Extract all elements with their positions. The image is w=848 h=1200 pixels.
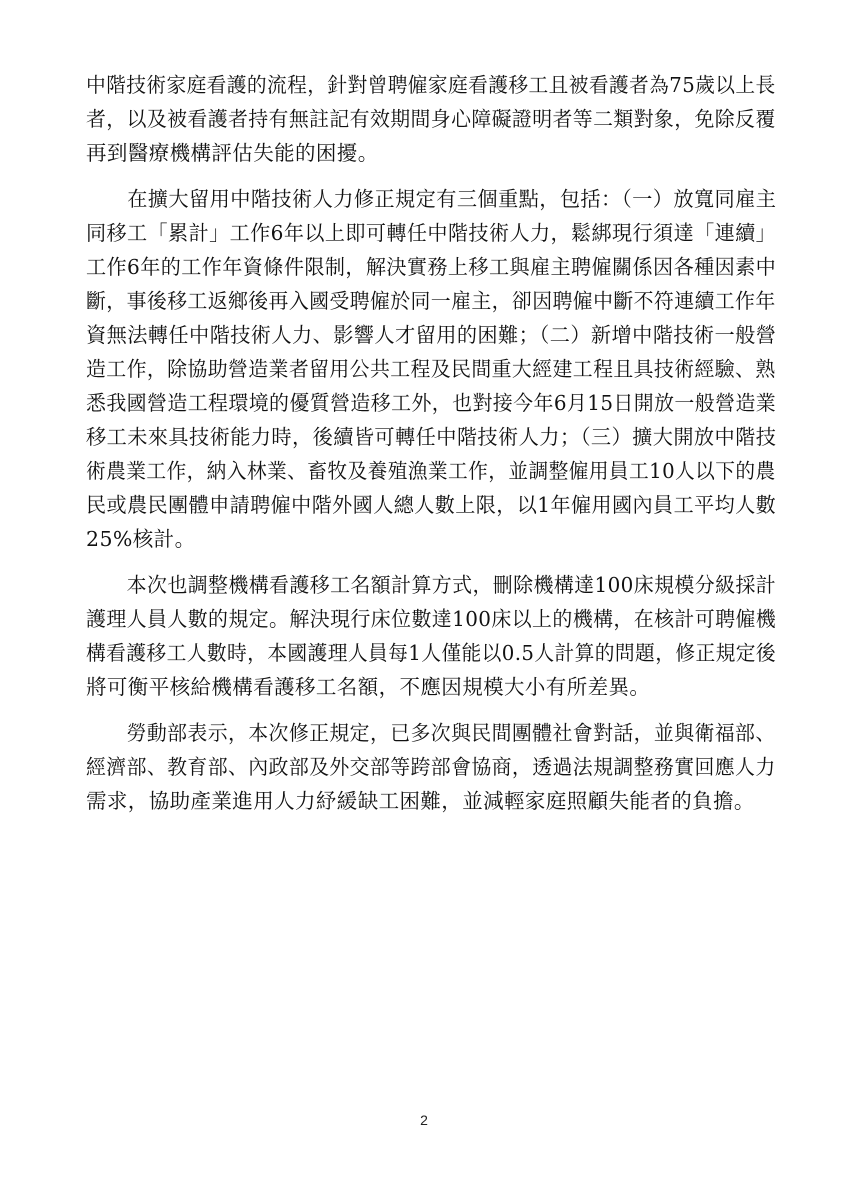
text-line: 中階技術家庭看護的流程，針對曾聘僱家庭看護移工且被看護者為75歲以上長 — [86, 73, 776, 97]
text-line: 造工作，除協助營造業者留用公共工程及民間重大經建工程且具技術經驗、熟 — [86, 357, 776, 381]
text-line: 同移工「累計」工作6年以上即可轉任中階技術人力，鬆綁現行須達「連續」 — [86, 221, 777, 245]
text-line: 勞動部表示，本次修正規定，已多次與民間團體社會對話，並與衛福部、 — [86, 721, 776, 745]
paragraph-institutional-caregiver-quota — [86, 568, 776, 704]
paragraph-ministry-statement — [86, 716, 776, 818]
text-line: 經濟部、教育部、內政部及外交部等跨部會協商，透過法規調整務實回應人力 — [86, 755, 776, 779]
text-line: 斷，事後移工返鄉後再入國受聘僱於同一雇主，卻因聘僱中斷不符連續工作年 — [86, 289, 776, 313]
text-line: 術農業工作，納入林業、畜牧及養殖漁業工作，並調整僱用員工10人以下的農 — [86, 459, 776, 483]
text-line: 需求，協助產業進用人力紓緩缺工困難，並減輕家庭照顧失能者的負擔。 — [86, 789, 755, 813]
page-number: 2 — [420, 1112, 428, 1128]
text-line: 構看護移工人數時，本國護理人員每1人僅能以0.5人計算的問題，修正規定後 — [86, 641, 777, 665]
text-line: 者，以及被看護者持有無註記有效期間身心障礙證明者等二類對象，免除反覆 — [86, 107, 776, 131]
text-line: 25%核計。 — [86, 527, 196, 551]
paragraph-continuation — [86, 68, 776, 170]
paragraph-midlevel-skilled-workforce — [86, 182, 776, 556]
text-line: 悉我國營造工程環境的優質營造移工外，也對接今年6月15日開放一般營造業 — [86, 391, 777, 415]
text-line: 移工未來具技術能力時，後續皆可轉任中階技術人力；（三）擴大開放中階技 — [86, 425, 777, 449]
text-line: 民或農民團體申請聘僱中階外國人總人數上限，以1年僱用國內員工平均人數 — [86, 493, 777, 517]
text-line: 本次也調整機構看護移工名額計算方式，刪除機構達100床規模分級採計 — [86, 573, 777, 597]
text-line: 再到醫療機構評估失能的困擾。 — [86, 141, 379, 165]
text-line: 在擴大留用中階技術人力修正規定有三個重點，包括：（一）放寬同雇主 — [86, 187, 777, 211]
text-line: 將可衡平核給機構看護移工名額，不應因規模大小有所差異。 — [86, 675, 651, 699]
text-line: 護理人員人數的規定。解決現行床位數達100床以上的機構，在核計可聘僱機 — [86, 607, 777, 631]
text-line: 工作6年的工作年資條件限制，解決實務上移工與雇主聘僱關係因各種因素中 — [86, 255, 777, 279]
text-line: 資無法轉任中階技術人力、影響人才留用的困難；（二）新增中階技術一般營 — [86, 323, 777, 347]
document-body — [86, 68, 776, 818]
